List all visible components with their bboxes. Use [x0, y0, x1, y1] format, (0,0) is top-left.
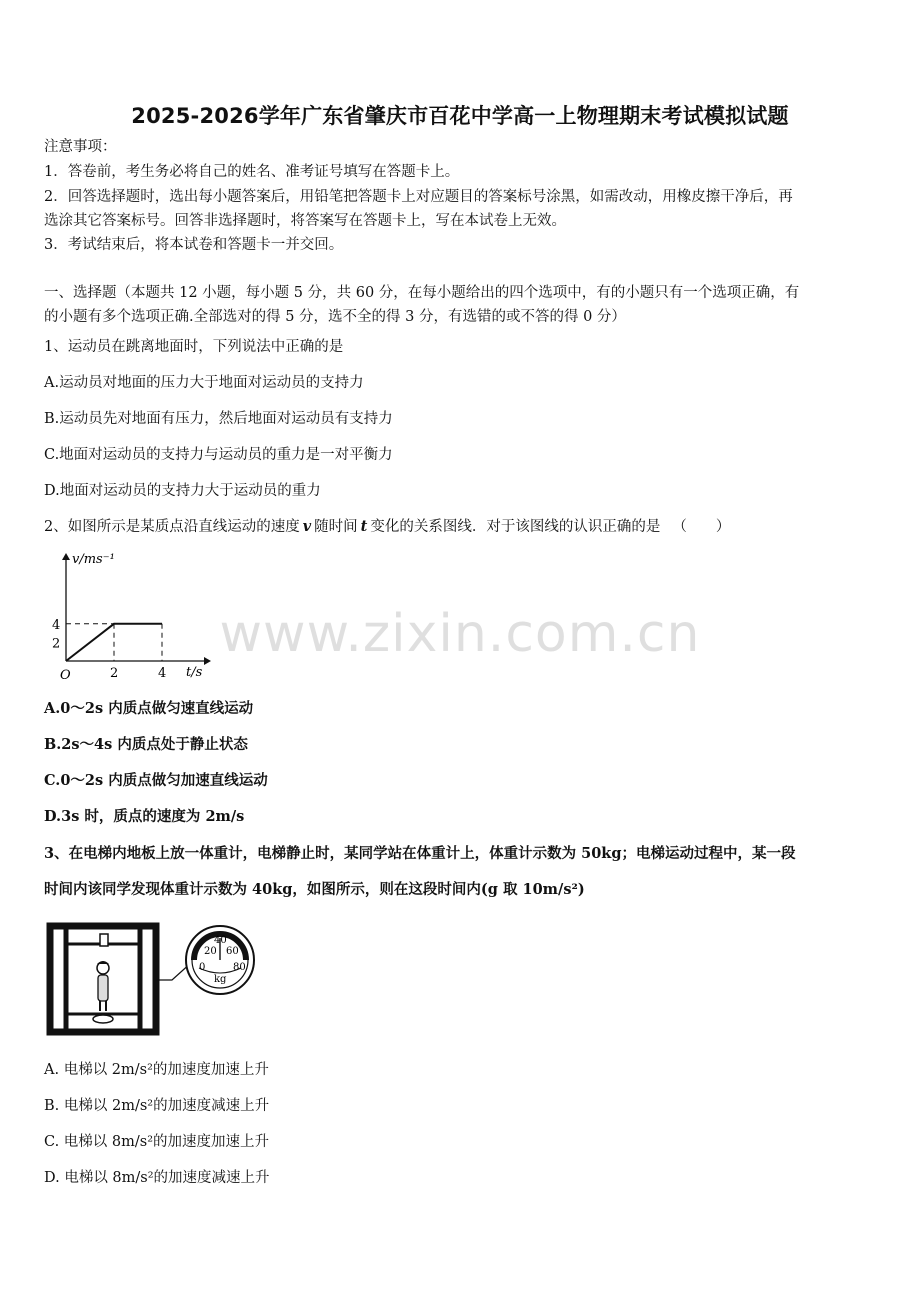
q3-option-a: A. 电梯以 2m/s²的加速度加速上升	[44, 1062, 269, 1078]
dial-mark: 40	[214, 935, 227, 946]
q2-var-t: t	[360, 518, 368, 535]
watermark: www.zixin.com.cn	[219, 604, 701, 664]
question-3-line: 时间内该同学发现体重计示数为 40kg，如图所示，则在这段时间内(g 取 10m/s²)	[44, 881, 585, 898]
y-tick-label: 2	[52, 636, 61, 652]
y-tick-label: 4	[52, 617, 61, 633]
q2-stem-part: 2、如图所示是某质点沿直线运动的速度	[44, 519, 300, 535]
question-3-line: 3、在电梯内地板上放一体重计，电梯静止时，某同学站在体重计上，体重计示数为 50kg；电梯运动过程中，某一段	[44, 845, 796, 862]
y-axis-arrow-icon	[62, 553, 70, 560]
x-tick-label: 4	[158, 666, 167, 681]
notice-item: 3．考试结束后，将本试卷和答题卡一并交回。	[44, 237, 344, 253]
q2-option-a: A.0～2s 内质点做匀速直线运动	[44, 700, 254, 717]
dial-unit: kg	[214, 974, 227, 985]
q1-option-b: B.运动员先对地面有压力，然后地面对运动员有支持力	[44, 411, 393, 427]
q3-option-d: D. 电梯以 8m/s²的加速度减速上升	[44, 1170, 270, 1186]
section-heading-line: 的小题有多个选项正确.全部选对的得 5 分，选不全的得 3 分，有选错的或不答的得 0 分）	[44, 309, 626, 325]
q3-option-b: B. 电梯以 2m/s²的加速度减速上升	[44, 1098, 270, 1114]
q1-option-a: A.运动员对地面的压力大于地面对运动员的支持力	[44, 375, 364, 391]
notice-heading: 注意事项：	[44, 139, 117, 155]
dial-mark: 0	[199, 962, 206, 973]
section-heading-line: 一、选择题（本题共 12 小题，每小题 5 分，共 60 分，在每小题给出的四个选项中，有的小题只有一个选项正确，有	[44, 285, 800, 301]
notice-item: 2．回答选择题时，选出每小题答案后，用铅笔把答题卡上对应题目的答案标号涂黑，如需改动，用橡皮擦干净后，再	[44, 189, 793, 205]
y-axis-label: v/ms⁻¹	[72, 552, 115, 567]
q3-option-c: C. 电梯以 8m/s²的加速度加速上升	[44, 1134, 270, 1150]
q2-option-d: D.3s 时，质点的速度为 2m/s	[44, 808, 245, 825]
elevator-figure	[44, 920, 284, 1042]
x-axis-label: t/s	[186, 665, 203, 680]
q1-option-c: C.地面对运动员的支持力与运动员的重力是一对平衡力	[44, 447, 393, 463]
x-tick-label: 2	[110, 666, 119, 681]
notice-item: 1．答卷前，考生务必将自己的姓名、准考证号填写在答题卡上。	[44, 164, 460, 180]
student-figure	[97, 961, 109, 1011]
q2-stem-part: 变化的关系图线．对于该图线的认识正确的是	[370, 519, 661, 535]
q2-answer-blank: （ ）	[672, 519, 731, 535]
q2-option-b: B.2s～4s 内质点处于静止状态	[44, 736, 248, 753]
dial-mark: 80	[233, 962, 246, 973]
dial-mark: 20	[204, 946, 217, 957]
question-2-stem	[44, 517, 730, 537]
question-1-stem: 1、运动员在跳离地面时，下列说法中正确的是	[44, 339, 344, 355]
bathroom-scale	[93, 1015, 113, 1023]
page-title: 2025-2026学年广东省肇庆市百花中学高一上物理期末考试模拟试题	[131, 104, 789, 128]
origin-label: O	[60, 668, 71, 683]
notice-item: 选涂其它答案标号。回答非选择题时，将答案写在答题卡上，写在本试卷上无效。	[44, 213, 566, 229]
q1-option-d: D.地面对运动员的支持力大于运动员的重力	[44, 483, 321, 499]
dial-mark: 60	[226, 946, 239, 957]
q2-option-c: C.0～2s 内质点做匀加速直线运动	[44, 772, 268, 789]
scale-dial	[186, 926, 254, 994]
q2-var-v: v	[302, 518, 312, 535]
q2-stem-part: 随时间	[314, 519, 358, 535]
